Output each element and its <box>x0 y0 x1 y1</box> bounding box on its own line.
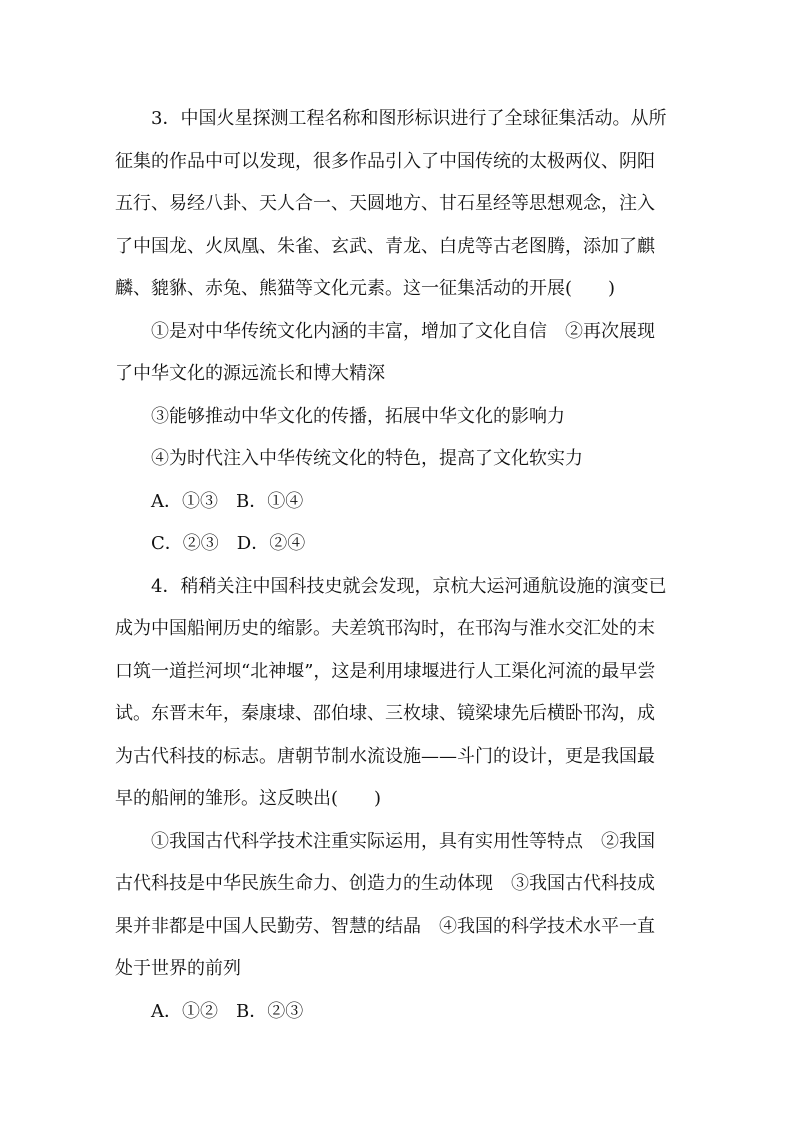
question-3 <box>115 98 685 566</box>
question-3-statements <box>115 311 685 481</box>
option-line: A．①③ B．①④ <box>151 490 304 512</box>
text-line: 3．中国火星探测工程名称和图形标识进行了全球征集活动。从所 <box>151 108 667 129</box>
text-line: 麟、貔貅、赤兔、熊猫等文化元素。这一征集活动的开展( ) <box>115 278 616 299</box>
question-4-stem <box>115 566 685 821</box>
text-line: 了中国龙、火凤凰、朱雀、玄武、青龙、白虎等古老图腾，添加了麒 <box>115 235 655 257</box>
text-line: 早的船闸的雏形。这反映出( ) <box>115 788 382 809</box>
question-4-statements <box>115 821 685 991</box>
question-4 <box>115 566 685 1034</box>
statement-line: 果并非都是中国人民勤劳、智慧的结晶 ④我国的科学技术水平一直 <box>115 915 655 937</box>
statement-line: ①是对中华传统文化内涵的丰富，增加了文化自信 ②再次展现 <box>151 320 655 342</box>
statement-line: ①我国古代科学技术注重实际运用，具有实用性等特点 ②我国 <box>151 830 655 852</box>
text-line: 口筑一道拦河坝“北神堰”，这是利用埭堰进行人工渠化河流的最早尝 <box>115 660 656 682</box>
text-line: 4．稍稍关注中国科技史就会发现，京杭大运河通航设施的演变已 <box>151 575 667 597</box>
text-line: 试。东晋末年，秦康埭、邵伯埭、三枚埭、镜梁埭先后横卧邗沟，成 <box>115 703 655 724</box>
text-line: 成为中国船闸历史的缩影。夫差筑邗沟时，在邗沟与淮水交汇处的末 <box>115 618 655 639</box>
text-line: 五行、易经八卦、天人合一、天圆地方、甘石星经等思想观念，注入 <box>115 193 655 214</box>
question-4-options <box>115 991 685 1034</box>
statement-line: ④为时代注入中华传统文化的特色，提高了文化软实力 <box>151 448 583 469</box>
question-3-options <box>115 481 685 566</box>
text-line: 征集的作品中可以发现，很多作品引入了中国传统的太极两仪、阴阳 <box>115 150 655 172</box>
option-line: A．①② B．②③ <box>151 1000 304 1022</box>
option-line: C．②③ D．②④ <box>151 533 306 554</box>
document-content <box>115 98 685 1033</box>
question-3-stem <box>115 98 685 311</box>
text-line: 为古代科技的标志。唐朝节制水流设施——斗门的设计，更是我国最 <box>115 745 655 767</box>
statement-line: 古代科技是中华民族生命力、创造力的生动体现 ③我国古代科技成 <box>115 873 655 894</box>
statement-line: 了中华文化的源远流长和博大精深 <box>115 363 385 384</box>
statement-line: 处于世界的前列 <box>115 958 241 979</box>
statement-line: ③能够推动中华文化的传播，拓展中华文化的影响力 <box>151 405 565 427</box>
